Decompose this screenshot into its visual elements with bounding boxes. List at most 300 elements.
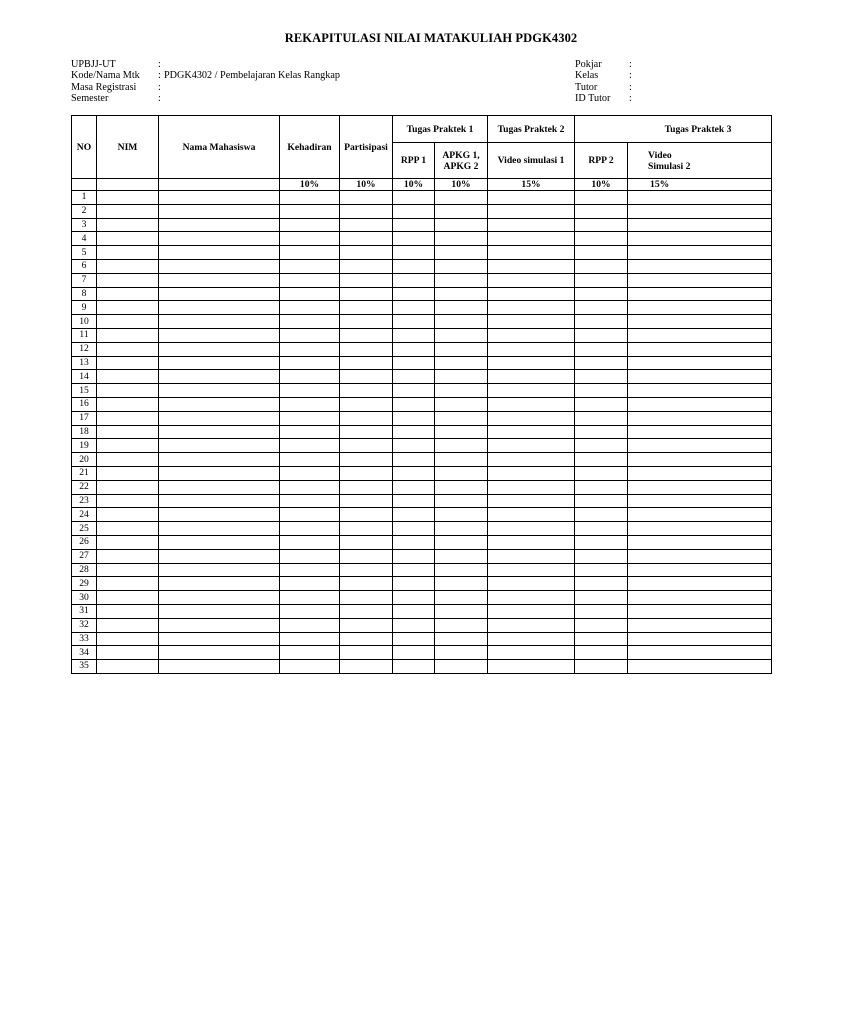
rpp2-cell[interactable] [575,273,628,287]
video1-cell[interactable] [488,660,575,674]
rpp1-cell[interactable] [393,287,435,301]
nim-cell[interactable] [97,397,159,411]
nama-cell[interactable] [159,287,280,301]
rpp1-cell[interactable] [393,591,435,605]
kehadiran-cell[interactable] [280,191,340,205]
rpp1-cell[interactable] [393,397,435,411]
video1-cell[interactable] [488,632,575,646]
nama-cell[interactable] [159,549,280,563]
partisipasi-cell[interactable] [340,508,393,522]
partisipasi-cell[interactable] [340,646,393,660]
rpp1-cell[interactable] [393,315,435,329]
partisipasi-cell[interactable] [340,287,393,301]
nim-cell[interactable] [97,411,159,425]
rpp2-cell[interactable] [575,660,628,674]
video1-cell[interactable] [488,246,575,260]
nim-cell[interactable] [97,191,159,205]
apkg-cell[interactable] [435,191,488,205]
rpp2-cell[interactable] [575,370,628,384]
video1-cell[interactable] [488,356,575,370]
nama-cell[interactable] [159,191,280,205]
rpp2-cell[interactable] [575,577,628,591]
partisipasi-cell[interactable] [340,522,393,536]
apkg-cell[interactable] [435,370,488,384]
partisipasi-cell[interactable] [340,356,393,370]
kehadiran-cell[interactable] [280,563,340,577]
kehadiran-cell[interactable] [280,384,340,398]
rpp1-cell[interactable] [393,204,435,218]
apkg-cell[interactable] [435,466,488,480]
rpp1-cell[interactable] [393,508,435,522]
video2-cell[interactable] [628,425,772,439]
nama-cell[interactable] [159,218,280,232]
nim-cell[interactable] [97,342,159,356]
nama-cell[interactable] [159,618,280,632]
video1-cell[interactable] [488,384,575,398]
apkg-cell[interactable] [435,453,488,467]
nim-cell[interactable] [97,232,159,246]
video2-cell[interactable] [628,591,772,605]
kehadiran-cell[interactable] [280,453,340,467]
kehadiran-cell[interactable] [280,591,340,605]
nim-cell[interactable] [97,259,159,273]
video1-cell[interactable] [488,287,575,301]
video2-cell[interactable] [628,273,772,287]
partisipasi-cell[interactable] [340,204,393,218]
video2-cell[interactable] [628,397,772,411]
partisipasi-cell[interactable] [340,480,393,494]
video1-cell[interactable] [488,232,575,246]
partisipasi-cell[interactable] [340,232,393,246]
kehadiran-cell[interactable] [280,522,340,536]
kehadiran-cell[interactable] [280,287,340,301]
partisipasi-cell[interactable] [340,411,393,425]
video1-cell[interactable] [488,218,575,232]
rpp1-cell[interactable] [393,356,435,370]
rpp2-cell[interactable] [575,466,628,480]
apkg-cell[interactable] [435,246,488,260]
nama-cell[interactable] [159,273,280,287]
video2-cell[interactable] [628,204,772,218]
partisipasi-cell[interactable] [340,439,393,453]
video1-cell[interactable] [488,425,575,439]
nim-cell[interactable] [97,370,159,384]
nim-cell[interactable] [97,577,159,591]
video2-cell[interactable] [628,191,772,205]
video2-cell[interactable] [628,411,772,425]
partisipasi-cell[interactable] [340,632,393,646]
nim-cell[interactable] [97,218,159,232]
rpp1-cell[interactable] [393,328,435,342]
partisipasi-cell[interactable] [340,618,393,632]
video2-cell[interactable] [628,660,772,674]
kehadiran-cell[interactable] [280,328,340,342]
nim-cell[interactable] [97,328,159,342]
rpp1-cell[interactable] [393,342,435,356]
video2-cell[interactable] [628,246,772,260]
rpp2-cell[interactable] [575,549,628,563]
apkg-cell[interactable] [435,604,488,618]
apkg-cell[interactable] [435,397,488,411]
rpp1-cell[interactable] [393,425,435,439]
video1-cell[interactable] [488,411,575,425]
video1-cell[interactable] [488,535,575,549]
partisipasi-cell[interactable] [340,301,393,315]
nama-cell[interactable] [159,453,280,467]
rpp2-cell[interactable] [575,218,628,232]
video1-cell[interactable] [488,604,575,618]
rpp2-cell[interactable] [575,522,628,536]
video2-cell[interactable] [628,522,772,536]
kehadiran-cell[interactable] [280,604,340,618]
rpp2-cell[interactable] [575,535,628,549]
nama-cell[interactable] [159,315,280,329]
partisipasi-cell[interactable] [340,397,393,411]
kehadiran-cell[interactable] [280,660,340,674]
apkg-cell[interactable] [435,384,488,398]
apkg-cell[interactable] [435,204,488,218]
kehadiran-cell[interactable] [280,232,340,246]
partisipasi-cell[interactable] [340,494,393,508]
nim-cell[interactable] [97,522,159,536]
partisipasi-cell[interactable] [340,660,393,674]
nama-cell[interactable] [159,232,280,246]
nama-cell[interactable] [159,356,280,370]
rpp2-cell[interactable] [575,508,628,522]
partisipasi-cell[interactable] [340,466,393,480]
rpp2-cell[interactable] [575,301,628,315]
apkg-cell[interactable] [435,232,488,246]
partisipasi-cell[interactable] [340,218,393,232]
nim-cell[interactable] [97,508,159,522]
partisipasi-cell[interactable] [340,549,393,563]
video2-cell[interactable] [628,342,772,356]
kehadiran-cell[interactable] [280,411,340,425]
partisipasi-cell[interactable] [340,315,393,329]
nim-cell[interactable] [97,301,159,315]
nim-cell[interactable] [97,660,159,674]
video1-cell[interactable] [488,646,575,660]
nama-cell[interactable] [159,411,280,425]
apkg-cell[interactable] [435,494,488,508]
video1-cell[interactable] [488,466,575,480]
nim-cell[interactable] [97,453,159,467]
nama-cell[interactable] [159,480,280,494]
video1-cell[interactable] [488,618,575,632]
video1-cell[interactable] [488,315,575,329]
apkg-cell[interactable] [435,273,488,287]
kehadiran-cell[interactable] [280,425,340,439]
video1-cell[interactable] [488,549,575,563]
rpp1-cell[interactable] [393,577,435,591]
apkg-cell[interactable] [435,508,488,522]
nim-cell[interactable] [97,287,159,301]
rpp1-cell[interactable] [393,246,435,260]
nim-cell[interactable] [97,618,159,632]
rpp2-cell[interactable] [575,480,628,494]
video1-cell[interactable] [488,439,575,453]
apkg-cell[interactable] [435,549,488,563]
rpp1-cell[interactable] [393,646,435,660]
partisipasi-cell[interactable] [340,425,393,439]
partisipasi-cell[interactable] [340,273,393,287]
apkg-cell[interactable] [435,618,488,632]
rpp2-cell[interactable] [575,356,628,370]
rpp1-cell[interactable] [393,563,435,577]
video2-cell[interactable] [628,466,772,480]
video2-cell[interactable] [628,604,772,618]
rpp1-cell[interactable] [393,301,435,315]
video1-cell[interactable] [488,577,575,591]
video1-cell[interactable] [488,204,575,218]
kehadiran-cell[interactable] [280,342,340,356]
nama-cell[interactable] [159,508,280,522]
partisipasi-cell[interactable] [340,591,393,605]
apkg-cell[interactable] [435,522,488,536]
kehadiran-cell[interactable] [280,480,340,494]
video1-cell[interactable] [488,453,575,467]
apkg-cell[interactable] [435,301,488,315]
video2-cell[interactable] [628,535,772,549]
rpp1-cell[interactable] [393,411,435,425]
video1-cell[interactable] [488,370,575,384]
apkg-cell[interactable] [435,646,488,660]
nama-cell[interactable] [159,563,280,577]
rpp2-cell[interactable] [575,232,628,246]
rpp2-cell[interactable] [575,384,628,398]
nama-cell[interactable] [159,466,280,480]
partisipasi-cell[interactable] [340,577,393,591]
nim-cell[interactable] [97,425,159,439]
video1-cell[interactable] [488,328,575,342]
rpp1-cell[interactable] [393,259,435,273]
nim-cell[interactable] [97,315,159,329]
video2-cell[interactable] [628,287,772,301]
nama-cell[interactable] [159,397,280,411]
apkg-cell[interactable] [435,315,488,329]
nama-cell[interactable] [159,646,280,660]
nim-cell[interactable] [97,549,159,563]
nama-cell[interactable] [159,204,280,218]
nama-cell[interactable] [159,439,280,453]
rpp2-cell[interactable] [575,425,628,439]
video2-cell[interactable] [628,577,772,591]
rpp2-cell[interactable] [575,494,628,508]
video1-cell[interactable] [488,191,575,205]
video2-cell[interactable] [628,356,772,370]
kehadiran-cell[interactable] [280,218,340,232]
kehadiran-cell[interactable] [280,646,340,660]
video1-cell[interactable] [488,342,575,356]
video2-cell[interactable] [628,618,772,632]
rpp2-cell[interactable] [575,191,628,205]
apkg-cell[interactable] [435,425,488,439]
apkg-cell[interactable] [435,439,488,453]
video2-cell[interactable] [628,301,772,315]
apkg-cell[interactable] [435,259,488,273]
rpp2-cell[interactable] [575,204,628,218]
rpp1-cell[interactable] [393,384,435,398]
nim-cell[interactable] [97,646,159,660]
partisipasi-cell[interactable] [340,328,393,342]
partisipasi-cell[interactable] [340,535,393,549]
nama-cell[interactable] [159,494,280,508]
rpp1-cell[interactable] [393,535,435,549]
partisipasi-cell[interactable] [340,563,393,577]
rpp2-cell[interactable] [575,342,628,356]
rpp1-cell[interactable] [393,466,435,480]
kehadiran-cell[interactable] [280,397,340,411]
nama-cell[interactable] [159,259,280,273]
nama-cell[interactable] [159,301,280,315]
apkg-cell[interactable] [435,411,488,425]
kehadiran-cell[interactable] [280,577,340,591]
partisipasi-cell[interactable] [340,246,393,260]
rpp2-cell[interactable] [575,632,628,646]
rpp1-cell[interactable] [393,218,435,232]
kehadiran-cell[interactable] [280,535,340,549]
rpp1-cell[interactable] [393,370,435,384]
nim-cell[interactable] [97,273,159,287]
kehadiran-cell[interactable] [280,246,340,260]
video1-cell[interactable] [488,480,575,494]
video1-cell[interactable] [488,259,575,273]
apkg-cell[interactable] [435,328,488,342]
kehadiran-cell[interactable] [280,439,340,453]
video1-cell[interactable] [488,494,575,508]
video1-cell[interactable] [488,508,575,522]
video2-cell[interactable] [628,370,772,384]
rpp2-cell[interactable] [575,439,628,453]
nim-cell[interactable] [97,204,159,218]
nim-cell[interactable] [97,632,159,646]
nama-cell[interactable] [159,577,280,591]
nama-cell[interactable] [159,384,280,398]
video1-cell[interactable] [488,397,575,411]
nama-cell[interactable] [159,328,280,342]
rpp1-cell[interactable] [393,191,435,205]
kehadiran-cell[interactable] [280,301,340,315]
rpp2-cell[interactable] [575,453,628,467]
apkg-cell[interactable] [435,218,488,232]
rpp2-cell[interactable] [575,397,628,411]
video1-cell[interactable] [488,563,575,577]
video2-cell[interactable] [628,549,772,563]
kehadiran-cell[interactable] [280,466,340,480]
apkg-cell[interactable] [435,632,488,646]
kehadiran-cell[interactable] [280,618,340,632]
rpp2-cell[interactable] [575,563,628,577]
kehadiran-cell[interactable] [280,549,340,563]
nim-cell[interactable] [97,480,159,494]
video2-cell[interactable] [628,315,772,329]
apkg-cell[interactable] [435,356,488,370]
apkg-cell[interactable] [435,563,488,577]
partisipasi-cell[interactable] [340,604,393,618]
apkg-cell[interactable] [435,591,488,605]
rpp2-cell[interactable] [575,287,628,301]
video2-cell[interactable] [628,494,772,508]
video1-cell[interactable] [488,591,575,605]
partisipasi-cell[interactable] [340,453,393,467]
video2-cell[interactable] [628,453,772,467]
nama-cell[interactable] [159,604,280,618]
nim-cell[interactable] [97,604,159,618]
kehadiran-cell[interactable] [280,273,340,287]
nim-cell[interactable] [97,356,159,370]
nim-cell[interactable] [97,466,159,480]
partisipasi-cell[interactable] [340,370,393,384]
video2-cell[interactable] [628,384,772,398]
nim-cell[interactable] [97,439,159,453]
apkg-cell[interactable] [435,342,488,356]
nim-cell[interactable] [97,384,159,398]
kehadiran-cell[interactable] [280,370,340,384]
video2-cell[interactable] [628,218,772,232]
video1-cell[interactable] [488,522,575,536]
nama-cell[interactable] [159,660,280,674]
rpp1-cell[interactable] [393,439,435,453]
kehadiran-cell[interactable] [280,508,340,522]
nama-cell[interactable] [159,632,280,646]
rpp2-cell[interactable] [575,604,628,618]
rpp1-cell[interactable] [393,494,435,508]
nim-cell[interactable] [97,494,159,508]
rpp1-cell[interactable] [393,453,435,467]
partisipasi-cell[interactable] [340,342,393,356]
rpp2-cell[interactable] [575,411,628,425]
rpp1-cell[interactable] [393,232,435,246]
video2-cell[interactable] [628,508,772,522]
rpp1-cell[interactable] [393,660,435,674]
nama-cell[interactable] [159,342,280,356]
video2-cell[interactable] [628,632,772,646]
rpp2-cell[interactable] [575,315,628,329]
video2-cell[interactable] [628,563,772,577]
rpp1-cell[interactable] [393,522,435,536]
nama-cell[interactable] [159,591,280,605]
nama-cell[interactable] [159,425,280,439]
nama-cell[interactable] [159,370,280,384]
video2-cell[interactable] [628,259,772,273]
nim-cell[interactable] [97,246,159,260]
apkg-cell[interactable] [435,287,488,301]
rpp1-cell[interactable] [393,632,435,646]
nama-cell[interactable] [159,522,280,536]
rpp1-cell[interactable] [393,604,435,618]
rpp2-cell[interactable] [575,591,628,605]
rpp2-cell[interactable] [575,246,628,260]
kehadiran-cell[interactable] [280,315,340,329]
kehadiran-cell[interactable] [280,356,340,370]
apkg-cell[interactable] [435,535,488,549]
video2-cell[interactable] [628,480,772,494]
rpp1-cell[interactable] [393,618,435,632]
rpp2-cell[interactable] [575,646,628,660]
rpp1-cell[interactable] [393,480,435,494]
apkg-cell[interactable] [435,660,488,674]
video2-cell[interactable] [628,232,772,246]
nama-cell[interactable] [159,246,280,260]
apkg-cell[interactable] [435,577,488,591]
apkg-cell[interactable] [435,480,488,494]
rpp2-cell[interactable] [575,259,628,273]
kehadiran-cell[interactable] [280,204,340,218]
video1-cell[interactable] [488,301,575,315]
nim-cell[interactable] [97,563,159,577]
rpp2-cell[interactable] [575,328,628,342]
partisipasi-cell[interactable] [340,259,393,273]
